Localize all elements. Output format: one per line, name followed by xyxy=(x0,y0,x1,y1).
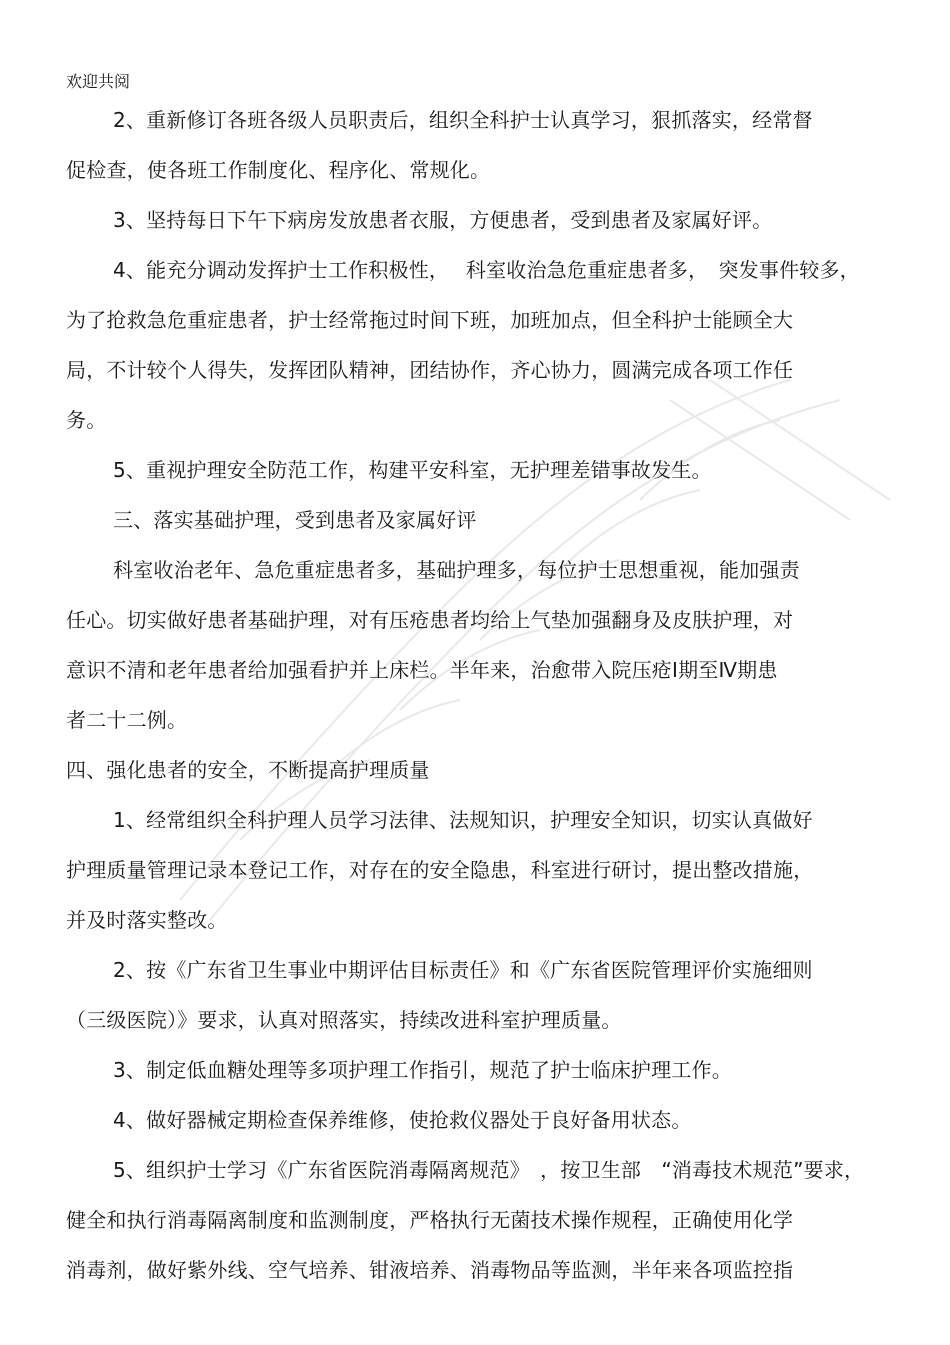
line-13: 者二十二例。 xyxy=(66,708,188,732)
line-3: 3、坚持每日下午下病房发放患者衣服，方便患者，受到患者及家属好评。 xyxy=(113,208,773,232)
line-21: 4、做好器械定期检查保养维修，使抢救仪器处于良好备用状态。 xyxy=(113,1108,692,1132)
line-1: 2、重新修订各班各级人员职责后，组织全科护士认真学习，狠抓落实，经常督 xyxy=(113,108,813,132)
line-12: 意识不清和老年患者给加强看护并上床栏。半年来，治愈带入院压疮Ⅰ期至Ⅳ期患 xyxy=(66,658,778,682)
line-19: （三级医院）》要求，认真对照落实，持续改进科室护理质量。 xyxy=(66,1008,622,1032)
line-5: 为了抢救急危重症患者，护士经常拖过时间下班，加班加点，但全科护士能顾全大 xyxy=(66,308,794,332)
page-header-text: 欢迎共阅 xyxy=(66,72,131,91)
line-22: 5、组织护士学习《广东省医院消毒隔离规范》 ，按卫生部 “消毒技术规范”要求， xyxy=(113,1158,865,1182)
line-16: 护理质量管理记录本登记工作，对存在的安全隐患，科室进行研讨，提出整改措施， xyxy=(66,858,814,882)
line-7: 务。 xyxy=(66,408,107,432)
line-4: 4、能充分调动发挥护士工作积极性， 科室收治急危重症患者多， 突发事件较多， xyxy=(113,258,860,282)
line-24: 消毒剂，做好紫外线、空气培养、钳液培养、消毒物品等监测，半年来各项监控指 xyxy=(66,1258,794,1282)
line-8: 5、重视护理安全防范工作，构建平安科室，无护理差错事故发生。 xyxy=(113,458,712,482)
line-11: 任心。切实做好患者基础护理，对有压疮患者均给上气垫加强翻身及皮肤护理，对 xyxy=(66,608,794,632)
line-9: 三、落实基础护理，受到患者及家属好评 xyxy=(113,508,477,532)
faint-watermark xyxy=(150,360,910,940)
line-14: 四、强化患者的安全，不断提高护理质量 xyxy=(66,758,430,782)
line-15: 1、经常组织全科护理人员学习法律、法规知识，护理安全知识，切实认真做好 xyxy=(113,808,813,832)
line-23: 健全和执行消毒隔离制度和监测制度，严格执行无菌技术操作规程，正确使用化学 xyxy=(66,1208,794,1232)
line-2: 促检查，使各班工作制度化、程序化、常规化。 xyxy=(66,158,491,182)
line-18: 2、按《广东省卫生事业中期评估目标责任》和《广东省医院管理评价实施细则 xyxy=(113,958,813,982)
line-20: 3、制定低血糖处理等多项护理工作指引，规范了护士临床护理工作。 xyxy=(113,1058,732,1082)
line-6: 局，不计较个人得失，发挥团队精神，团结协作，齐心协力，圆满完成各项工作任 xyxy=(66,358,794,382)
line-17: 并及时落实整改。 xyxy=(66,908,228,932)
line-10: 科室收治老年、急危重症患者多，基础护理多，每位护士思想重视，能加强责 xyxy=(113,558,800,582)
